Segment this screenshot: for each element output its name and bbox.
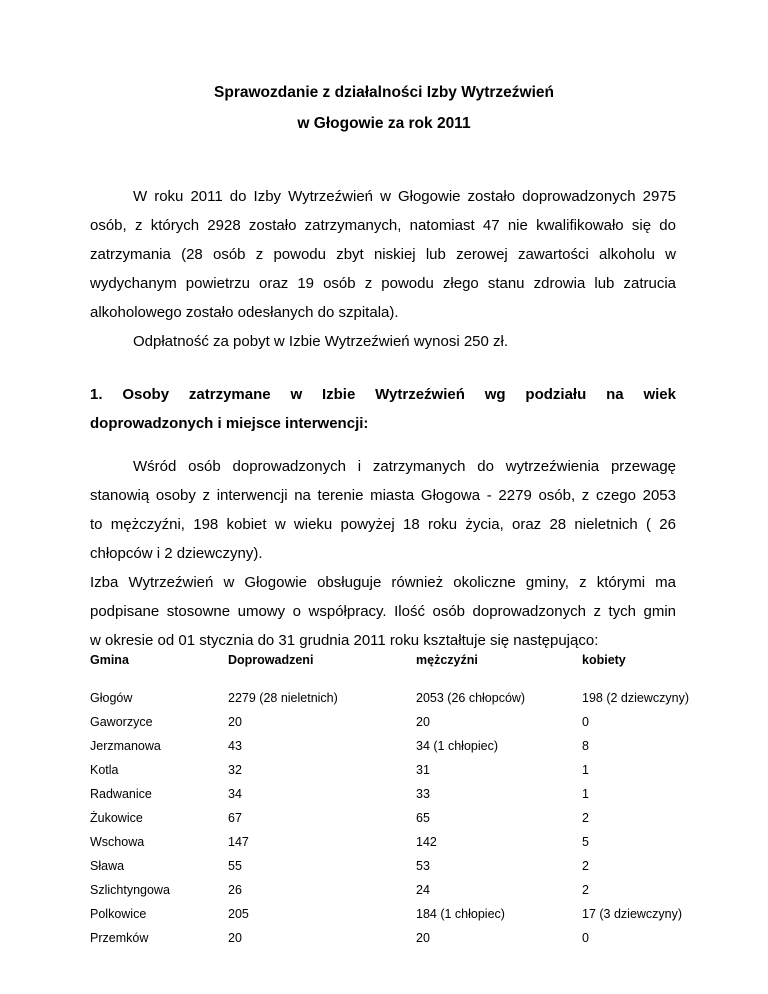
table-cell: 20 (228, 931, 242, 945)
heading-word: Osoby (122, 386, 170, 403)
section1-heading (90, 380, 676, 438)
para-line: Wśród osób doprowadzonych i zatrzymanych do wytrzeźwienia przewagę (133, 458, 676, 475)
intro-paragraph (90, 182, 676, 356)
table-header-cell: mężczyźni (416, 653, 478, 667)
table-cell: Przemków (90, 931, 149, 945)
table-row (90, 782, 722, 806)
table-cell: Sława (90, 859, 125, 873)
gmina-table (90, 648, 722, 950)
table-cell: Głogów (90, 691, 133, 705)
intro-line: alkoholowego zostało odesłanych do szpitala). (90, 304, 399, 321)
heading-word: wg (484, 386, 506, 403)
table-row (90, 878, 722, 902)
table-cell: 43 (228, 739, 242, 753)
intro-line: zatrzymania (28 osób z powodu zbyt niskiej lub zerowej zawartości alkoholu w (90, 246, 676, 263)
table-cell: 184 (1 chłopiec) (416, 907, 505, 921)
table-cell: 8 (582, 739, 589, 753)
table-cell: 20 (416, 715, 430, 729)
para-line: podpisane stosowne umowy o współpracy. Ilość osób doprowadzonych z tych gmin (90, 603, 676, 620)
heading-word: Izbie (321, 386, 356, 403)
table-header-cell: Gmina (90, 653, 129, 667)
para-line: to mężczyźni, 198 kobiet w wieku powyżej 18 roku życia, oraz 28 nieletnich ( 26 (90, 516, 676, 533)
table-cell: 26 (228, 883, 242, 897)
table-cell: 17 (3 dziewczyny) (582, 907, 683, 921)
heading-word: 1. (90, 386, 103, 403)
table-cell: 1 (582, 763, 589, 777)
table-cell: 5 (582, 835, 589, 849)
table-cell: 147 (228, 835, 249, 849)
table-cell: Wschowa (90, 835, 145, 849)
fee-line: Odpłatność za pobyt w Izbie Wytrzeźwień wynosi 250 zł. (133, 333, 509, 350)
table-cell: 2 (582, 859, 589, 873)
document-title-line2: w Głogowie za rok 2011 (297, 115, 471, 132)
table-cell: 2279 (28 nieletnich) (228, 691, 338, 705)
table-cell: 2 (582, 811, 589, 825)
table-row (90, 902, 722, 926)
table-cell: 24 (416, 883, 430, 897)
intro-line: wydychanym powietrzu oraz 19 osób z powodu złego stanu zdrowia lub zatrucia (90, 275, 676, 292)
table-cell: 34 (1 chłopiec) (416, 739, 498, 753)
table-header-row (90, 648, 722, 672)
table-cell: 55 (228, 859, 242, 873)
section1-paragraph1 (90, 452, 676, 655)
table-row (90, 830, 722, 854)
document-title-line1: Sprawozdanie z działalności Izby Wytrzeźwień (214, 84, 554, 101)
para-line: stanowią osoby z interwencji na terenie miasta Głogowa - 2279 osób, z czego 2053 (90, 487, 676, 504)
table-row (90, 734, 722, 758)
table-cell: 32 (228, 763, 242, 777)
table-cell: Polkowice (90, 907, 147, 921)
table-cell: Radwanice (90, 787, 152, 801)
intro-line: osób, z których 2928 zostało zatrzymanych, natomiast 47 nie kwalifikowało się do (90, 217, 676, 234)
table-cell: Żukowice (90, 811, 143, 825)
table-cell: 205 (228, 907, 249, 921)
table-cell: 2 (582, 883, 589, 897)
table-header-cell: kobiety (582, 653, 626, 667)
table-row (90, 806, 722, 830)
table-cell: 0 (582, 715, 589, 729)
table-cell: 1 (582, 787, 589, 801)
table-cell: 53 (416, 859, 430, 873)
para-line: chłopców i 2 dziewczyny). (90, 545, 263, 562)
table-row (90, 710, 722, 734)
table-cell: 20 (228, 715, 242, 729)
table-cell: Szlichtyngowa (90, 883, 170, 897)
table-row (90, 926, 722, 950)
table-cell: 34 (228, 787, 242, 801)
table-cell: 65 (416, 811, 430, 825)
table-header-cell: Doprowadzeni (228, 653, 314, 667)
table-cell: Jerzmanowa (90, 739, 161, 753)
table-row (90, 758, 722, 782)
table-cell: 31 (416, 763, 430, 777)
heading-word: wiek (643, 386, 676, 403)
table-row (90, 854, 722, 878)
para-line: Izba Wytrzeźwień w Głogowie obsługuje również okoliczne gminy, z którymi ma (90, 574, 676, 591)
section1-heading-line1 (90, 380, 676, 409)
table-cell: 67 (228, 811, 242, 825)
heading-word: w (290, 386, 303, 403)
section1-heading-line2: doprowadzonych i miejsce interwencji: (90, 415, 369, 432)
para-line: w okresie od 01 stycznia do 31 grudnia 2011 roku kształtuje się następująco: (90, 632, 599, 649)
table-row (90, 686, 722, 710)
table-cell: Gaworzyce (90, 715, 153, 729)
table-cell: 198 (2 dziewczyny) (582, 691, 689, 705)
heading-word: zatrzymane (188, 386, 271, 403)
table-cell: 0 (582, 931, 589, 945)
heading-word: podziału (525, 386, 587, 403)
table-cell: Kotla (90, 763, 119, 777)
table-cell: 20 (416, 931, 430, 945)
intro-line: W roku 2011 do Izby Wytrzeźwień w Głogowie zostało doprowadzonych 2975 (133, 188, 676, 205)
heading-word: Wytrzeźwień (375, 386, 465, 403)
table-cell: 33 (416, 787, 430, 801)
table-cell: 2053 (26 chłopców) (416, 691, 526, 705)
table-cell: 142 (416, 835, 437, 849)
heading-word: na (606, 386, 624, 403)
